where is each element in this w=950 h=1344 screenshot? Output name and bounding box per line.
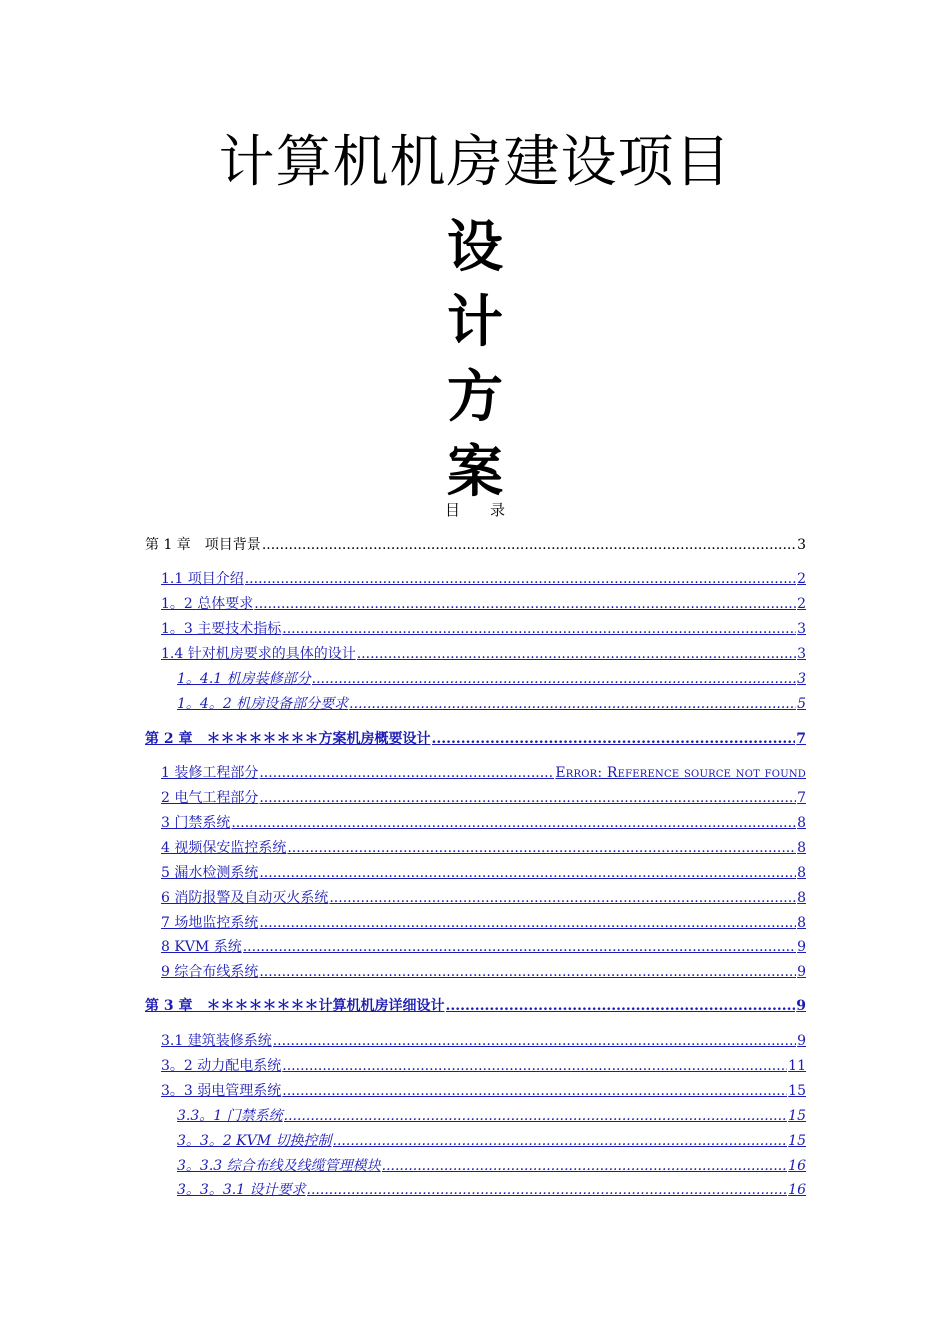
toc-leader-dots	[333, 1131, 788, 1151]
toc-entry[interactable]	[161, 838, 806, 858]
toc-entry[interactable]	[177, 1156, 806, 1176]
toc-leader-dots	[446, 996, 796, 1016]
toc-entry[interactable]	[161, 644, 806, 664]
toc-entry-label: 第 1 章 项目背景	[145, 537, 261, 553]
subtitle-char: 设	[447, 215, 503, 280]
toc-entry-label: 1。2 总体要求	[161, 596, 254, 612]
toc-entry-page: 9	[796, 998, 806, 1014]
toc-entry[interactable]	[161, 962, 806, 982]
toc-entry-label: 5 漏水检测系统	[161, 865, 259, 881]
toc-leader-dots	[329, 888, 796, 908]
toc-leader-dots	[357, 644, 796, 664]
toc-heading: 目 录	[444, 501, 505, 519]
toc-entry-page: 3	[797, 646, 806, 662]
toc-leader-dots	[284, 1106, 788, 1126]
toc-entry-label: 3。3。3.1 设计要求	[177, 1182, 306, 1198]
toc-entry-label: 1。4。2 机房设备部分要求	[177, 696, 349, 712]
toc-entry[interactable]	[161, 763, 806, 783]
toc-entry[interactable]	[161, 913, 806, 933]
subtitle-char: 方	[447, 365, 503, 430]
document-subtitle	[0, 210, 950, 510]
toc-entry-page: 15	[788, 1083, 806, 1099]
toc-entry-page: 3	[797, 621, 806, 637]
subtitle-char: 计	[447, 290, 503, 355]
toc-leader-dots	[287, 838, 796, 858]
toc-leader-dots	[259, 913, 796, 933]
toc-entry-page: 16	[788, 1158, 806, 1174]
toc-entry-label: 1。3 主要技术指标	[161, 621, 282, 637]
toc-entry[interactable]	[161, 1056, 806, 1076]
toc-entry-label: 3。3 弱电管理系统	[161, 1083, 282, 1099]
toc-entry-label: 8 KVM 系统	[161, 939, 242, 955]
toc-entry-label: 7 场地监控系统	[161, 915, 259, 931]
toc-leader-dots	[245, 569, 796, 589]
toc-entry[interactable]	[161, 1081, 806, 1101]
toc-entry-label: 第 2 章 ＊＊＊＊＊＊＊＊方案机房概要设计	[145, 731, 431, 747]
toc-leader-dots	[282, 1081, 787, 1101]
toc-leader-dots	[259, 763, 554, 783]
toc-leader-dots	[259, 863, 796, 883]
toc-entry[interactable]	[145, 996, 806, 1016]
toc-entry-label: 3.1 建筑装修系统	[161, 1033, 272, 1049]
toc-entry[interactable]	[161, 863, 806, 883]
toc-entry-page: 15	[788, 1108, 806, 1124]
toc-entry[interactable]	[161, 888, 806, 908]
toc-entry[interactable]	[177, 1106, 806, 1126]
toc-entry-page: 9	[797, 939, 806, 955]
subtitle-char: 案	[447, 440, 503, 505]
toc-entry-page: 8	[797, 915, 806, 931]
toc-entry-page: 9	[797, 964, 806, 980]
toc-leader-dots	[312, 669, 796, 689]
toc-entry-page: 3	[797, 671, 806, 687]
toc-leader-dots	[231, 813, 796, 833]
toc-leader-dots	[243, 937, 796, 957]
document-title: 计算机机房建设项目	[218, 130, 732, 195]
toc-entry-label: 1.4 针对机房要求的具体的设计	[161, 646, 356, 662]
toc-entry-page: 7	[796, 731, 806, 747]
toc-entry[interactable]	[161, 1031, 806, 1051]
toc-entry-page: 8	[797, 865, 806, 881]
toc-entry[interactable]	[161, 788, 806, 808]
toc-entry-page: 16	[788, 1182, 806, 1198]
toc-leader-dots	[307, 1180, 788, 1200]
toc-leader-dots	[349, 694, 796, 714]
toc-entry[interactable]	[161, 619, 806, 639]
toc-entry[interactable]	[145, 729, 806, 749]
toc-entry-label: 4 视频保安监控系统	[161, 840, 287, 856]
toc-leader-dots	[254, 594, 796, 614]
toc-entry[interactable]	[161, 594, 806, 614]
toc-entry[interactable]	[161, 569, 806, 589]
toc-entry-page: 15	[788, 1133, 806, 1149]
toc-leader-dots	[273, 1031, 796, 1051]
toc-entry[interactable]	[177, 1180, 806, 1200]
toc-entry-label: 3。3。2 KVM 切换控制	[177, 1133, 332, 1149]
toc-entry-page: 3	[797, 537, 806, 553]
toc-entry[interactable]	[177, 1131, 806, 1151]
toc-entry-label: 3 门禁系统	[161, 815, 231, 831]
toc-entry-page: 8	[797, 890, 806, 906]
toc-entry[interactable]	[177, 694, 806, 714]
toc-entry-label: 3。3.3 综合布线及线缆管理模块	[177, 1158, 381, 1174]
toc-entry-page: 8	[797, 815, 806, 831]
toc-entry-page: 11	[788, 1058, 806, 1074]
toc-entry-page: 8	[797, 840, 806, 856]
toc-entry-label: 第 3 章 ＊＊＊＊＊＊＊＊计算机机房详细设计	[145, 998, 445, 1014]
toc-leader-dots	[282, 1056, 787, 1076]
toc-entry[interactable]	[161, 813, 806, 833]
toc-entry-label: 1。4.1 机房装修部分	[177, 671, 311, 687]
toc-entry-page: 5	[797, 696, 806, 712]
toc-leader-dots	[259, 962, 796, 982]
toc-entry-label: 9 综合布线系统	[161, 964, 259, 980]
toc-entry-page: 2	[797, 596, 806, 612]
toc-entry-label: 2 电气工程部分	[161, 790, 259, 806]
toc-entry-label: 3.3。1 门禁系统	[177, 1108, 283, 1124]
toc-entry-page: Error: Reference source not found	[555, 765, 806, 781]
toc-leader-dots	[262, 535, 796, 555]
toc-leader-dots	[432, 729, 796, 749]
toc-entry	[145, 535, 806, 555]
toc-entry-page: 2	[797, 571, 806, 587]
toc-entry-page: 9	[797, 1033, 806, 1049]
toc-entry-page: 7	[797, 790, 806, 806]
toc-leader-dots	[259, 788, 796, 808]
toc-entry-label: 1.1 项目介绍	[161, 571, 244, 587]
toc-entry[interactable]	[161, 937, 806, 957]
toc-entry[interactable]	[177, 669, 806, 689]
toc-leader-dots	[382, 1156, 788, 1176]
toc-entry-label: 3。2 动力配电系统	[161, 1058, 282, 1074]
toc-leader-dots	[282, 619, 796, 639]
toc-entry-label: 1 装修工程部分	[161, 765, 259, 781]
toc-entry-label: 6 消防报警及自动灭火系统	[161, 890, 329, 906]
